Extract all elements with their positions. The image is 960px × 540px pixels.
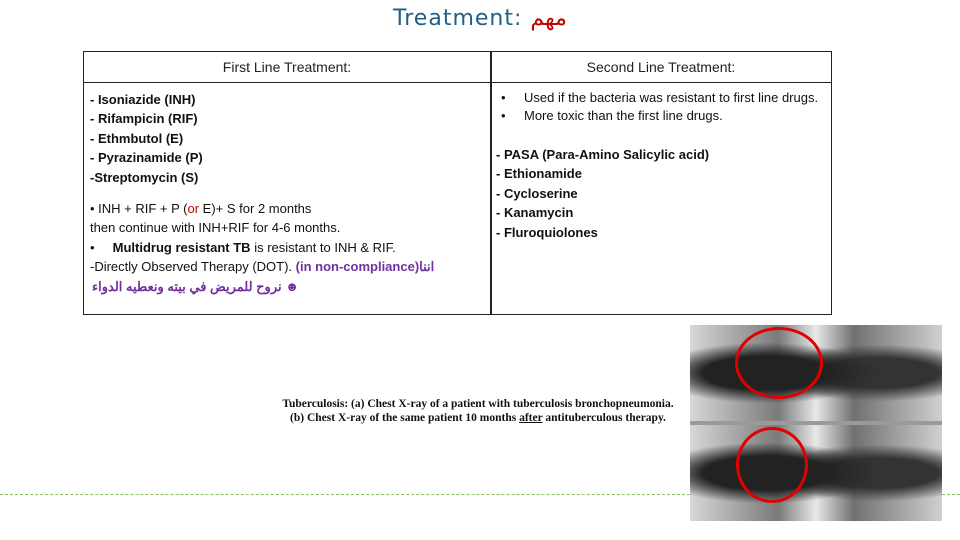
column-divider	[490, 52, 492, 314]
bullet-text: More toxic than the first line drugs.	[524, 108, 723, 123]
treatment-table	[83, 51, 832, 315]
divider-line	[942, 494, 960, 495]
bullet: •	[501, 108, 506, 123]
caption-underlined: after	[519, 412, 543, 424]
caption-line-2	[270, 411, 686, 425]
drug-item: - Kanamycin	[496, 205, 574, 221]
regimen-line-2: then continue with INH+RIF for 4-6 months.	[90, 220, 341, 236]
caption-line-1: Tuberculosis: (a) Chest X-ray of a patient with tuberculosis bronchopneumonia.	[282, 398, 674, 410]
first-line-header: First Line Treatment:	[84, 52, 490, 83]
regimen-line-1	[90, 199, 486, 218]
second-line-header: Second Line Treatment:	[491, 52, 831, 83]
first-line-cell	[90, 90, 486, 296]
drug-item: - Ethionamide	[496, 166, 582, 182]
drug-item: - Isoniazide (INH)	[90, 92, 196, 107]
mdr-tb-term: Multidrug resistant TB	[112, 239, 251, 255]
regimen-text: E)+ S for 2 months	[199, 201, 312, 217]
or-text: or	[187, 201, 200, 217]
drug-item: - Pyrazinamide (P)	[90, 150, 203, 166]
caption-text: antituberculous therapy.	[542, 412, 666, 424]
regimen-text: • INH + RIF + P (	[90, 201, 188, 217]
drug-item: - Rifampicin (RIF)	[90, 111, 198, 127]
dot-text: -Directly Observed Therapy (DOT).	[90, 259, 293, 275]
second-line-cell	[496, 89, 826, 242]
lesion-circle-before	[735, 327, 823, 399]
arabic-note: اننا	[419, 259, 435, 275]
smiley-icon: ☻	[285, 278, 299, 294]
lesion-circle-after	[736, 427, 808, 503]
drug-item: -Streptomycin (S)	[90, 169, 199, 185]
bullet: •	[90, 239, 95, 255]
xray-caption	[270, 396, 686, 426]
regimen-text: is resistant to INH & RIF.	[250, 239, 396, 255]
caption-text: (b) Chest X-ray of the same patient 10 months	[290, 412, 520, 424]
non-compliance-note: (in non-compliance)	[292, 259, 420, 275]
bullet-text: Used if the bacteria was resistant to first line drugs.	[524, 90, 819, 105]
list-item	[496, 89, 826, 107]
xray-after	[690, 425, 942, 521]
bullet: •	[501, 90, 506, 105]
drug-item: - Ethmbutol (E)	[90, 130, 184, 146]
drug-item: - PASA (Para-Amino Salicylic acid)	[496, 147, 710, 162]
title-text: Treatment:	[393, 6, 523, 31]
regimen-notes	[90, 199, 486, 296]
regimen-line-3	[90, 238, 486, 257]
regimen-line-4	[90, 257, 486, 276]
title-arabic-note: مهم	[530, 6, 567, 31]
drug-item: - Fluroquiolones	[496, 224, 598, 240]
regimen-line-5	[90, 277, 486, 296]
drug-item: - Cycloserine	[496, 185, 578, 201]
slide-title	[0, 6, 960, 31]
arabic-note: نروح للمريض في بيته ونعطيه الدواء	[92, 278, 282, 294]
divider-line	[0, 494, 690, 495]
list-item	[496, 107, 826, 125]
